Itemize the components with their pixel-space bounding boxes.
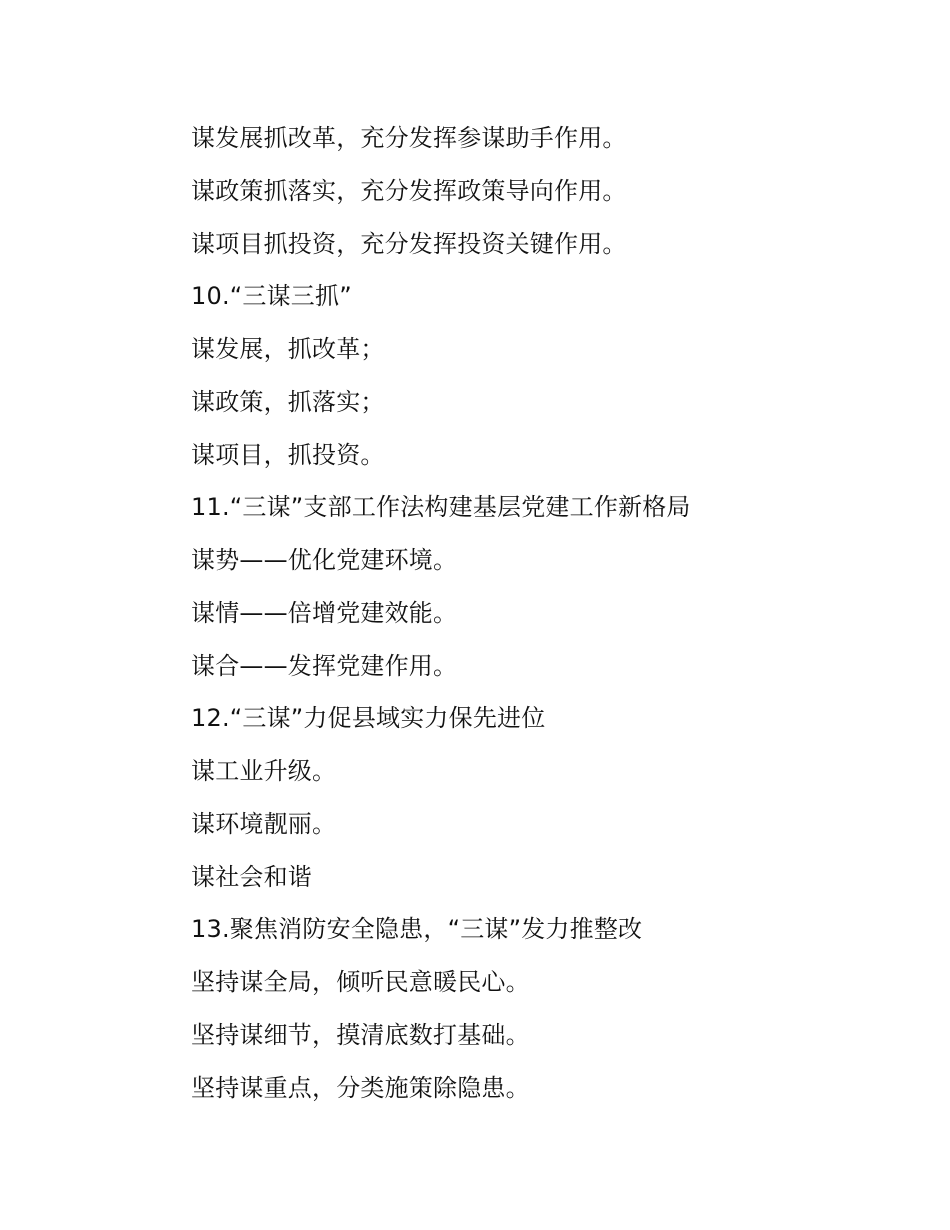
text-line: 谋环境靓丽。	[191, 809, 337, 838]
text-line: 坚持谋全局，倾听民意暖民心。	[191, 968, 530, 996]
text-line: 谋发展抓改革，充分发挥参谋助手作用。	[191, 124, 627, 152]
section-heading: 13.聚焦消防安全隐患，“三谋”发力推整改	[191, 915, 643, 944]
section-heading: 11.“三谋”支部工作法构建基层党建工作新格局	[191, 493, 691, 522]
text-line: 坚持谋重点，分类施策除隐患。	[191, 1073, 530, 1102]
section-heading: 12.“三谋”力促县域实力保先进位	[191, 704, 546, 733]
text-line: 谋项目，抓投资。	[191, 440, 385, 469]
text-line: 谋政策抓落实，充分发挥政策导向作用。	[191, 176, 627, 205]
section-heading: 10.“三谋三抓”	[191, 282, 352, 311]
text-line: 谋工业升级。	[191, 757, 337, 785]
text-line: 谋社会和谐	[191, 862, 312, 891]
text-line: 谋势——优化党建环境。	[191, 546, 458, 574]
text-line: 谋发展，抓改革；	[191, 335, 385, 363]
document-body	[191, 118, 891, 1120]
text-line: 谋情——倍增党建效能。	[191, 598, 458, 627]
text-line: 谋政策，抓落实；	[191, 387, 385, 416]
text-line: 谋合——发挥党建作用。	[191, 651, 458, 680]
text-line: 谋项目抓投资，充分发挥投资关键作用。	[191, 229, 627, 258]
text-line: 坚持谋细节，摸清底数打基础。	[191, 1020, 530, 1049]
